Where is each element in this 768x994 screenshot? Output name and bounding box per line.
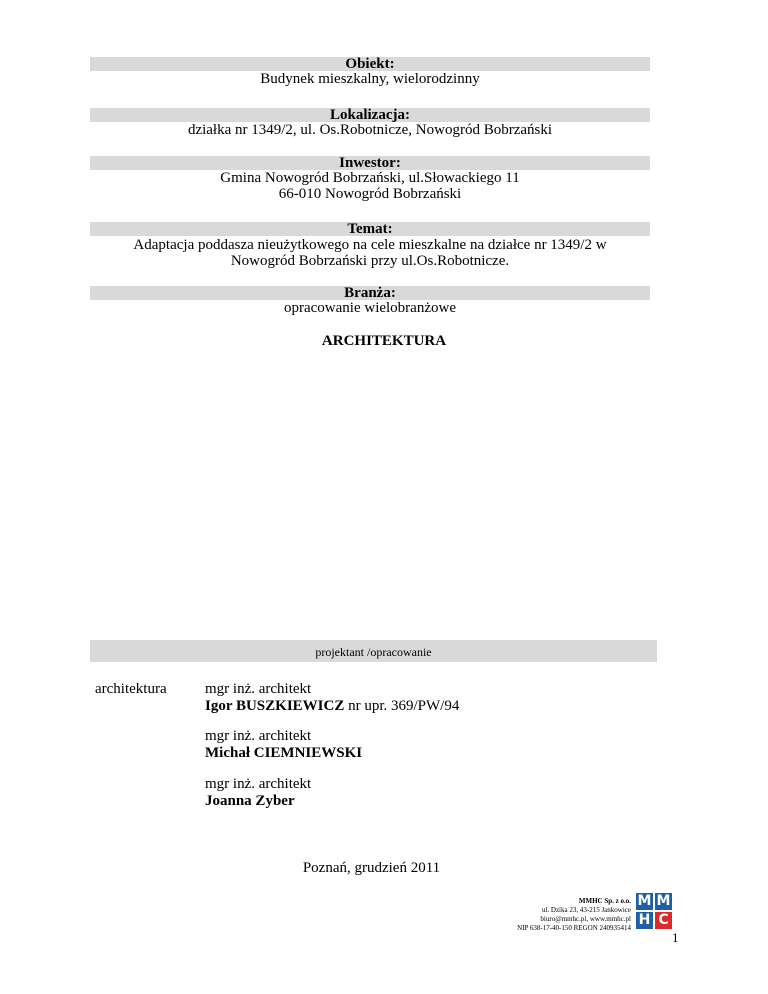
person-license: nr upr. 369/PW/94 (344, 698, 460, 714)
inwestor-line1: Gmina Nowogród Bobrzański, ul.Słowackiego 11 (220, 170, 520, 186)
person-title: mgr inż. architekt (205, 776, 312, 792)
person-3 (205, 776, 311, 810)
page-number: 1 (672, 930, 679, 945)
section-obiekt (90, 57, 650, 87)
section-temat (90, 222, 650, 236)
branza-value: opracowanie wielobranżowe (283, 300, 456, 316)
role-label: architektura (95, 681, 167, 697)
person-2 (205, 728, 362, 762)
person-title: mgr inż. architekt (205, 728, 312, 744)
temat-line2: Nowogród Bobrzański przy ul.Os.Robotnicze. (230, 253, 510, 269)
inwestor-label: Inwestor: (90, 156, 650, 170)
firm-ids: NIP 638-17-40-150 REGON 240935414 (517, 924, 631, 932)
logo-letter: M (656, 893, 671, 909)
obiekt-value: Budynek mieszkalny, wielorodzinny (260, 71, 480, 87)
obiekt-label: Obiekt: (90, 57, 650, 71)
person-name: Joanna Zyber (205, 793, 295, 809)
firm-contact: biuro@mmhc.pl, www.mmhc.pl (540, 915, 631, 923)
logo-letter: C (655, 912, 672, 929)
lokalizacja-value: działka nr 1349/2, ul. Os.Robotnicze, Nowogród Bobrzański (187, 122, 553, 138)
branza-label: Branża: (90, 286, 650, 300)
firm-name: MMHC Sp. z o.o. (578, 897, 631, 905)
person-name: Michał CIEMNIEWSKI (205, 745, 363, 761)
logo-letter: M (637, 893, 652, 909)
firm-address: ul. Dzika 23, 43-215 Jankowice (541, 906, 631, 914)
person-title: mgr inż. architekt (205, 681, 312, 697)
temat-text (60, 237, 680, 269)
person-1 (205, 681, 459, 715)
lokalizacja-label: Lokalizacja: (90, 108, 650, 122)
temat-label: Temat: (90, 222, 650, 236)
person-name: Igor BUSZKIEWICZ (205, 698, 345, 714)
mmhc-logo (636, 893, 672, 929)
projektant-header: projektant /opracowanie (90, 640, 657, 662)
logo-letter: H (636, 912, 653, 929)
place-date: Poznań, grudzień 2011 (302, 860, 441, 876)
section-branza (90, 286, 650, 316)
temat-line1: Adaptacja poddasza nieużytkowego na cele mieszkalne na działce nr 1349/2 w (133, 237, 607, 253)
firm-info (460, 897, 631, 933)
section-lokalizacja (90, 108, 650, 138)
discipline-heading: ARCHITEKTURA (321, 333, 447, 349)
section-inwestor (90, 156, 650, 202)
inwestor-line2: 66-010 Nowogród Bobrzański (278, 186, 462, 202)
